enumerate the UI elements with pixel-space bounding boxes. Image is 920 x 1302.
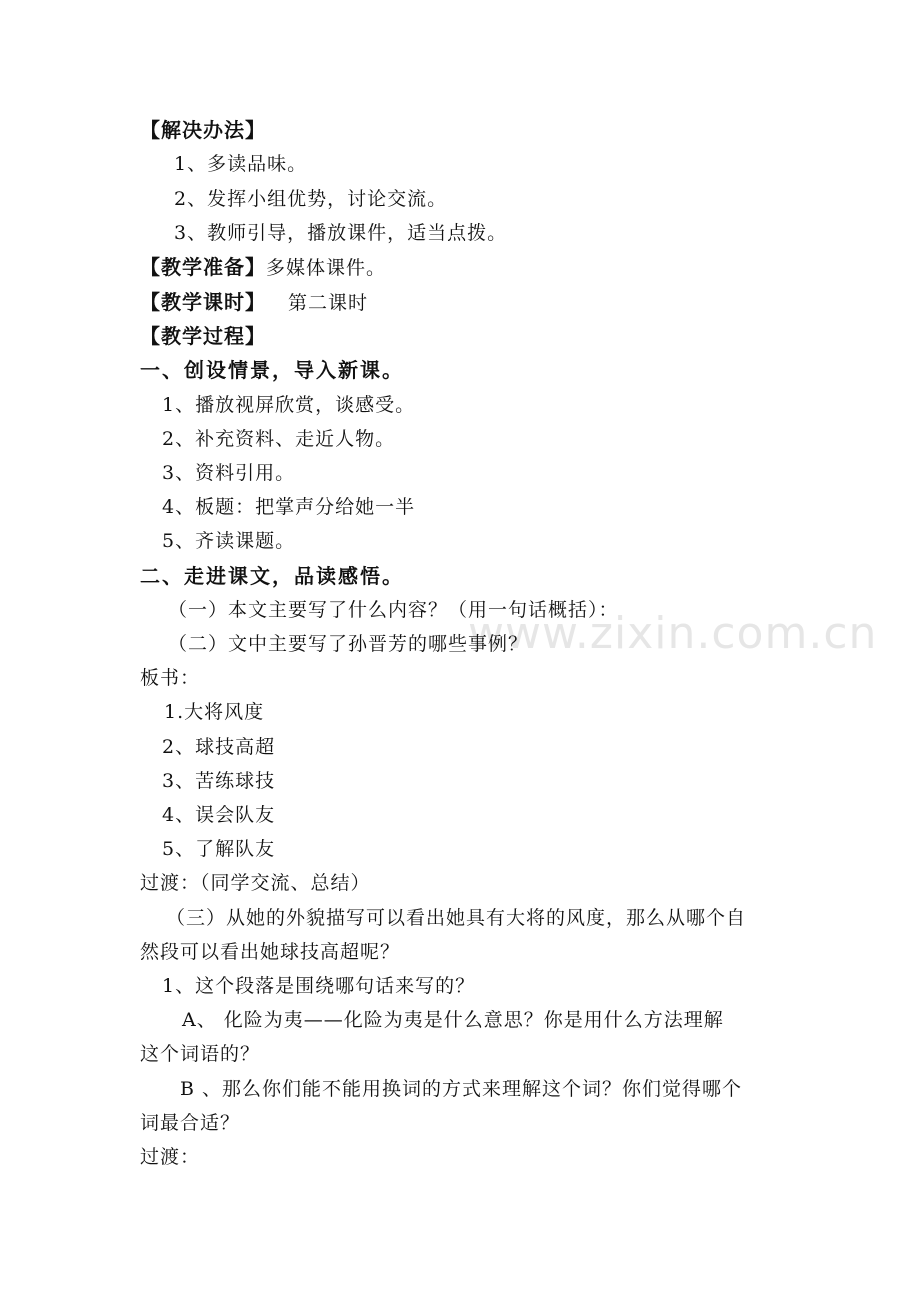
watermark: www.zixin.com.cn — [468, 608, 878, 659]
question-2: （二）文中主要写了孙晋芳的哪些事例？ — [168, 633, 529, 655]
solutions-title: 【解决办法】 — [140, 118, 266, 142]
option-a-line-2: 这个词语的？ — [140, 1043, 261, 1065]
question-1: （一）本文主要写了什么内容？（用一句话概括）： — [168, 599, 619, 621]
section1-item-4: 4、板题：把掌声分给她一半 — [162, 496, 416, 518]
board-item-1: 1.大将风度 — [164, 701, 265, 723]
section1-item-2: 2、补充资料、走近人物。 — [162, 428, 396, 450]
option-b-line-2: 词最合适？ — [140, 1112, 241, 1134]
question-3-sub-1: 1、这个段落是围绕哪句话来写的？ — [162, 975, 476, 997]
board-item-3: 3、苦练球技 — [162, 770, 276, 792]
section2-title: 二、走进课文，品读感悟。 — [140, 564, 404, 588]
prep-line — [140, 253, 386, 282]
section1-item-1: 1、播放视屏欣赏，谈感受。 — [162, 394, 416, 416]
board-item-4: 4、误会队友 — [162, 804, 276, 826]
hours-value: 第二课时 — [288, 292, 369, 314]
transition-2: 过渡： — [140, 1146, 201, 1168]
question-3-line-1: （三）从她的外貌描写可以看出她具有大将的风度，那么从哪个自 — [166, 907, 747, 929]
solution-item-2: 2、发挥小组优势，讨论交流。 — [174, 188, 448, 210]
prep-label: 【教学准备】 — [140, 255, 266, 279]
hours-label: 【教学课时】 — [140, 290, 266, 314]
process-title: 【教学过程】 — [140, 324, 266, 348]
board-item-5: 5、了解队友 — [162, 838, 276, 860]
section1-title: 一、创设情景，导入新课。 — [140, 358, 404, 382]
board-item-2: 2、球技高超 — [162, 736, 276, 758]
board-label: 板书： — [140, 667, 201, 689]
solution-item-3: 3、教师引导，播放课件，适当点拨。 — [174, 222, 508, 244]
section1-item-5: 5、齐读课题。 — [162, 530, 296, 552]
prep-value: 多媒体课件。 — [266, 257, 387, 279]
question-3-line-2: 然段可以看出她球技高超呢？ — [140, 941, 401, 963]
hours-line — [140, 288, 368, 317]
transition-1: 过渡：（同学交流、总结） — [140, 872, 371, 894]
option-b-line-1: B 、那么你们能不能用换词的方式来理解这个词？你们觉得哪个 — [180, 1078, 743, 1100]
section1-item-3: 3、资料引用。 — [162, 462, 296, 484]
option-a-line-1: A、 化险为夷——化险为夷是什么意思？你是用什么方法理解 — [182, 1009, 724, 1031]
solution-item-1: 1、多读品味。 — [174, 153, 308, 175]
